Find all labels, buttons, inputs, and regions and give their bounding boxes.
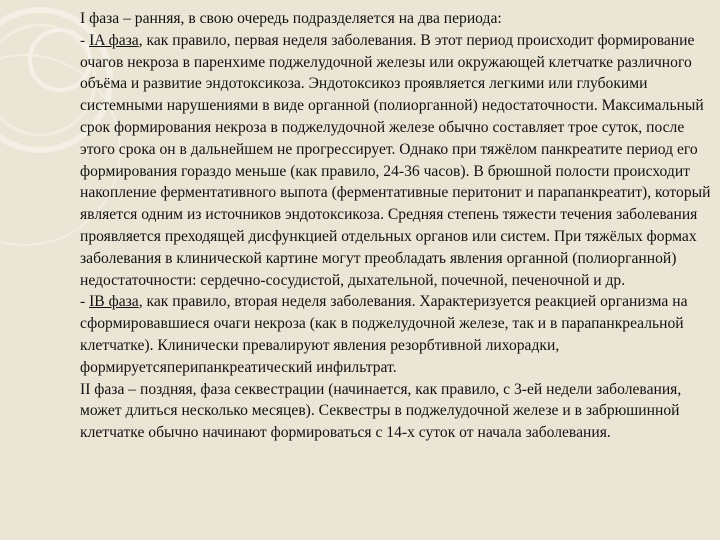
- phase-ib-label: IB фаза: [89, 293, 139, 311]
- slide-body-text: [80, 8, 714, 444]
- phase-two-paragraph: II фаза – поздняя, фаза секвестрации (начинается, как правило, с 3-ей недели заболевания, может длиться несколько месяцев). Секвестры в поджелудочной железе и в забрюшинной клетчатке обычно начинают формироваться с 14-х суток от начала заболевания.: [80, 380, 682, 442]
- phase-ia-prefix: -: [80, 31, 90, 49]
- phase-ib-paragraph: [80, 291, 714, 378]
- phase-one-heading: I фаза – ранняя, в свою очередь подразделяется на два периода:: [80, 10, 502, 27]
- phase-ia-label: IA фаза: [89, 31, 139, 49]
- phase-ib-description: , как правило, вторая неделя заболевания. Характеризуется реакцией организма на сформировавшиеся очаги некроза (как в поджелудочной железе, так и в парапанкреальной клетчатке). Клинически превалируют явления резорбтивной лихорадки, формируетсяперипанкреатический инфильтрат.: [80, 293, 688, 376]
- phase-ib-prefix: -: [80, 293, 90, 311]
- phase-ia-description: , как правило, первая неделя заболевания. В этот период происходит формирование очагов некроза в паренхиме поджелудочной железы или окружающей клетчатке различного объёма и развитие эндотоксикоза. Эндотоксикоз проявляется легкими или глубокими системными нарушениями в виде органной (полиорганной) недостаточности. Максимальный срок формирования некроза в поджелудочной железе обычно составляет трое суток, после этого срока он в дальнейшем не прогрессирует. Однако при тяжёлом панкреатите период его формирования гораздо меньше (как правило, 24-36 часов). В брюшной полости происходит накопление ферментативного выпота (ферментативные перитонит и парапанкреатит), который является одним из источников эндотоксикоза. Средняя степень тяжести течения заболевания проявляется преходящей дисфункцией отдельных органов или систем. При тяжёлых формах заболевания в клинической картине могут преобладать явления органной (полиорганной) недостаточности: сердечно-сосудистой, дыхательной, почечной, печеночной и др.: [80, 31, 711, 289]
- phase-ia-paragraph: [80, 30, 714, 292]
